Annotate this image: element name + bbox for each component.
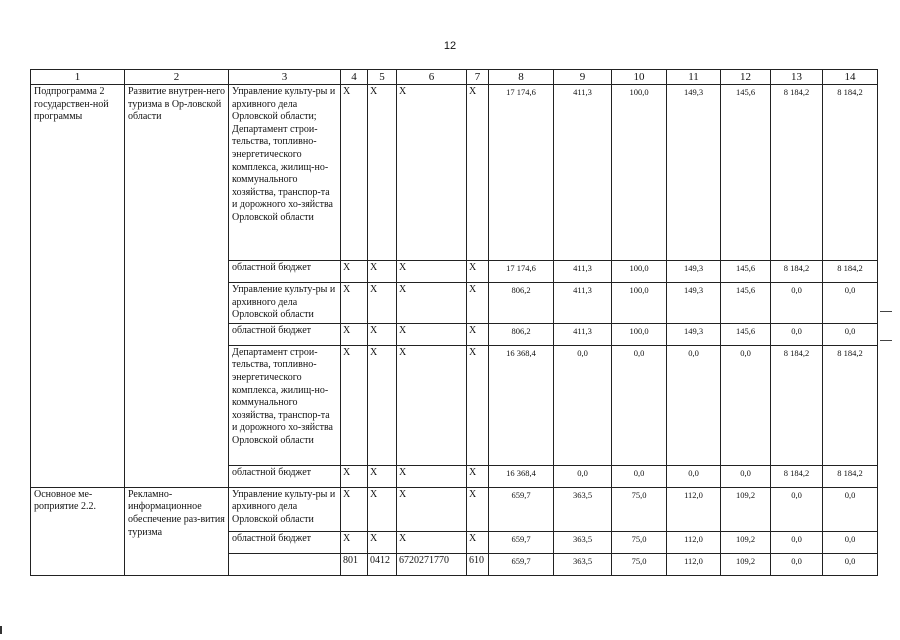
code-cell: X bbox=[341, 345, 368, 465]
code-cell: X bbox=[467, 85, 489, 261]
col-header: 10 bbox=[612, 70, 667, 85]
amount-cell: 0,0 bbox=[554, 345, 612, 465]
amount-cell: 659,7 bbox=[489, 487, 554, 531]
code-cell: X bbox=[397, 345, 467, 465]
code-cell: X bbox=[368, 261, 397, 283]
code-cell: X bbox=[368, 85, 397, 261]
code-cell: X bbox=[467, 323, 489, 345]
amount-cell: 0,0 bbox=[721, 465, 771, 487]
col-header: 6 bbox=[397, 70, 467, 85]
amount-cell: 112,0 bbox=[667, 487, 721, 531]
amount-cell: 109,2 bbox=[721, 531, 771, 553]
amount-cell: 0,0 bbox=[823, 283, 878, 324]
code-cell: X bbox=[467, 345, 489, 465]
amount-cell: 0,0 bbox=[771, 531, 823, 553]
amount-cell: 411,3 bbox=[554, 283, 612, 324]
code-cell: 610 bbox=[467, 553, 489, 575]
amount-cell: 8 184,2 bbox=[771, 85, 823, 261]
amount-cell: 75,0 bbox=[612, 553, 667, 575]
code-cell: X bbox=[341, 323, 368, 345]
amount-cell: 17 174,6 bbox=[489, 261, 554, 283]
col-header: 3 bbox=[229, 70, 341, 85]
col-header: 1 bbox=[31, 70, 125, 85]
code-cell: X bbox=[341, 531, 368, 553]
margin-rule bbox=[880, 311, 892, 312]
amount-cell: 8 184,2 bbox=[771, 465, 823, 487]
code-cell: X bbox=[368, 345, 397, 465]
amount-cell: 100,0 bbox=[612, 283, 667, 324]
amount-cell: 16 368,4 bbox=[489, 345, 554, 465]
amount-cell: 149,3 bbox=[667, 283, 721, 324]
amount-cell: 149,3 bbox=[667, 323, 721, 345]
code-cell: X bbox=[467, 283, 489, 324]
amount-cell: 8 184,2 bbox=[823, 85, 878, 261]
code-cell: X bbox=[397, 85, 467, 261]
amount-cell: 75,0 bbox=[612, 531, 667, 553]
amount-cell: 0,0 bbox=[612, 465, 667, 487]
budget-table bbox=[30, 69, 878, 576]
code-cell: X bbox=[467, 261, 489, 283]
margin-rule bbox=[880, 340, 892, 341]
amount-cell: 100,0 bbox=[612, 261, 667, 283]
amount-cell: 8 184,2 bbox=[823, 261, 878, 283]
col-header: 8 bbox=[489, 70, 554, 85]
amount-cell: 0,0 bbox=[823, 487, 878, 531]
col-header: 2 bbox=[125, 70, 229, 85]
edge-mark bbox=[0, 626, 2, 634]
code-cell: X bbox=[467, 465, 489, 487]
program-name-cell: Развитие внутрен-него туризма в Ор-ловской области bbox=[125, 85, 229, 488]
amount-cell: 100,0 bbox=[612, 85, 667, 261]
amount-cell: 75,0 bbox=[612, 487, 667, 531]
col-header: 14 bbox=[823, 70, 878, 85]
amount-cell: 112,0 bbox=[667, 531, 721, 553]
executor-cell bbox=[229, 553, 341, 575]
code-cell: X bbox=[341, 261, 368, 283]
code-cell: X bbox=[397, 531, 467, 553]
amount-cell: 0,0 bbox=[823, 553, 878, 575]
amount-cell: 0,0 bbox=[667, 465, 721, 487]
amount-cell: 145,6 bbox=[721, 323, 771, 345]
amount-cell: 8 184,2 bbox=[771, 261, 823, 283]
amount-cell: 0,0 bbox=[823, 323, 878, 345]
program-name-cell: Рекламно-информационное обеспечение раз-вития туризма bbox=[125, 487, 229, 575]
page-number: 12 bbox=[443, 40, 457, 52]
col-header: 9 bbox=[554, 70, 612, 85]
code-cell: X bbox=[341, 465, 368, 487]
code-cell: 0412 bbox=[368, 553, 397, 575]
amount-cell: 411,3 bbox=[554, 323, 612, 345]
amount-cell: 112,0 bbox=[667, 553, 721, 575]
amount-cell: 17 174,6 bbox=[489, 85, 554, 261]
amount-cell: 145,6 bbox=[721, 261, 771, 283]
header-row bbox=[31, 70, 878, 85]
amount-cell: 0,0 bbox=[721, 345, 771, 465]
col-header: 11 bbox=[667, 70, 721, 85]
code-cell: X bbox=[368, 487, 397, 531]
amount-cell: 8 184,2 bbox=[823, 345, 878, 465]
amount-cell: 363,5 bbox=[554, 553, 612, 575]
col-header: 7 bbox=[467, 70, 489, 85]
amount-cell: 659,7 bbox=[489, 553, 554, 575]
code-cell: X bbox=[368, 465, 397, 487]
col-header: 5 bbox=[368, 70, 397, 85]
code-cell: X bbox=[341, 85, 368, 261]
executor-cell: областной бюджет bbox=[229, 465, 341, 487]
executor-cell: областной бюджет bbox=[229, 531, 341, 553]
executor-cell: Управление культу-ры и архивного дела Орловской области; Департамент строи-тельства, топливно-энергетического комплекса, жилищ-но-коммунального хозяйства, транспор-та и дорожного хо-зяйства Орловской области bbox=[229, 85, 341, 261]
code-cell: X bbox=[368, 323, 397, 345]
amount-cell: 0,0 bbox=[612, 345, 667, 465]
executor-cell: областной бюджет bbox=[229, 323, 341, 345]
amount-cell: 0,0 bbox=[771, 323, 823, 345]
amount-cell: 0,0 bbox=[771, 553, 823, 575]
code-cell: X bbox=[368, 283, 397, 324]
amount-cell: 0,0 bbox=[667, 345, 721, 465]
col-header: 13 bbox=[771, 70, 823, 85]
code-cell: X bbox=[397, 323, 467, 345]
amount-cell: 8 184,2 bbox=[823, 465, 878, 487]
col-header: 4 bbox=[341, 70, 368, 85]
amount-cell: 806,2 bbox=[489, 283, 554, 324]
executor-cell: Управление культу-ры и архивного дела Орловской области bbox=[229, 283, 341, 324]
amount-cell: 16 368,4 bbox=[489, 465, 554, 487]
amount-cell: 363,5 bbox=[554, 531, 612, 553]
program-cell: Подпрограмма 2 государствен-ной программы bbox=[31, 85, 125, 488]
amount-cell: 0,0 bbox=[554, 465, 612, 487]
amount-cell: 806,2 bbox=[489, 323, 554, 345]
amount-cell: 149,3 bbox=[667, 261, 721, 283]
amount-cell: 149,3 bbox=[667, 85, 721, 261]
executor-cell: Управление культу-ры и архивного дела Орловской области bbox=[229, 487, 341, 531]
amount-cell: 0,0 bbox=[771, 283, 823, 324]
col-header: 12 bbox=[721, 70, 771, 85]
amount-cell: 145,6 bbox=[721, 85, 771, 261]
amount-cell: 145,6 bbox=[721, 283, 771, 324]
program-cell: Основное ме-роприятие 2.2. bbox=[31, 487, 125, 575]
amount-cell: 411,3 bbox=[554, 85, 612, 261]
executor-cell: Департамент строи-тельства, топливно-энергетического комплекса, жилищ-но-коммунального хозяйства, транспор-та и дорожного хо-зяйства Орловской области bbox=[229, 345, 341, 465]
code-cell: X bbox=[467, 531, 489, 553]
code-cell: X bbox=[467, 487, 489, 531]
code-cell: X bbox=[368, 531, 397, 553]
table-row bbox=[31, 85, 878, 261]
amount-cell: 100,0 bbox=[612, 323, 667, 345]
code-cell: X bbox=[397, 261, 467, 283]
table-row bbox=[31, 487, 878, 531]
amount-cell: 109,2 bbox=[721, 553, 771, 575]
code-cell: X bbox=[397, 283, 467, 324]
amount-cell: 0,0 bbox=[823, 531, 878, 553]
code-cell: X bbox=[341, 487, 368, 531]
amount-cell: 363,5 bbox=[554, 487, 612, 531]
amount-cell: 109,2 bbox=[721, 487, 771, 531]
code-cell: 6720271770 bbox=[397, 553, 467, 575]
code-cell: X bbox=[341, 283, 368, 324]
amount-cell: 411,3 bbox=[554, 261, 612, 283]
amount-cell: 0,0 bbox=[771, 487, 823, 531]
amount-cell: 659,7 bbox=[489, 531, 554, 553]
executor-cell: областной бюджет bbox=[229, 261, 341, 283]
amount-cell: 8 184,2 bbox=[771, 345, 823, 465]
code-cell: X bbox=[397, 487, 467, 531]
code-cell: 801 bbox=[341, 553, 368, 575]
code-cell: X bbox=[397, 465, 467, 487]
